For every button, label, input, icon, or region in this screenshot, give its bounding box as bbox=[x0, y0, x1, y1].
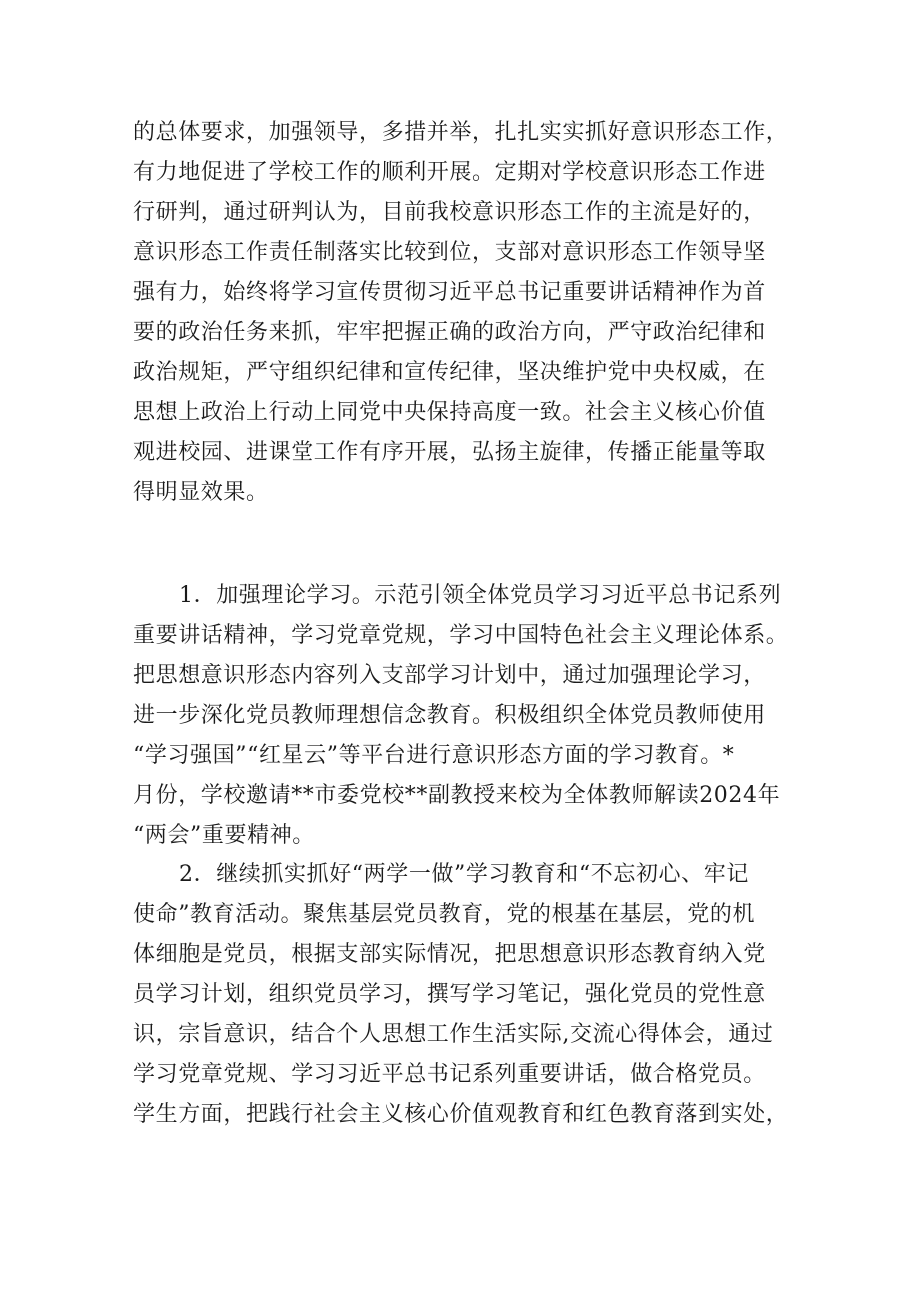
paragraph-ideology-summary bbox=[133, 113, 793, 513]
text-line: 意识形态工作责任制落实比较到位，支部对意识形态工作领导坚 bbox=[133, 240, 766, 265]
text-line: “学习强国”“红星云”等平台进行意识形态方面的学习教育。* bbox=[133, 743, 735, 768]
text-line: 学生方面，把践行社会主义核心价值观教育和红色教育落到实处， bbox=[133, 1102, 789, 1127]
text-line: 识，宗旨意识，结合个人思想工作生活实际,交流心得体会，通过 bbox=[133, 1022, 774, 1047]
text-line: 政治规矩，严守组织纪律和宣传纪律，坚决维护党中央权威，在 bbox=[133, 360, 766, 385]
text-line: 学习党章党规、学习习近平总书记系列重要讲话，做合格党员。 bbox=[133, 1062, 766, 1087]
text-line: 2．继续抓实抓好“两学一做”学习教育和“不忘初心、牢记 bbox=[179, 862, 749, 887]
text-line: 员学习计划，组织党员学习，撰写学习笔记，强化党员的党性意 bbox=[133, 982, 766, 1007]
text-line: 月份，学校邀请**市委党校**副教授来校为全体教师解读2024年 bbox=[133, 783, 781, 808]
text-line: 的总体要求，加强领导，多措并举，扎扎实实抓好意识形态工作， bbox=[133, 120, 789, 145]
paragraph-education-activities bbox=[133, 855, 793, 1135]
text-line: 使命”教育活动。聚焦基层党员教育，党的根基在基层，党的机 bbox=[133, 902, 756, 927]
text-line: 1．加强理论学习。示范引领全体党员学习习近平总书记系列 bbox=[179, 583, 782, 608]
text-line: 有力地促进了学校工作的顺利开展。定期对学校意识形态工作进 bbox=[133, 160, 766, 185]
text-line: 强有力，始终将学习宣传贯彻习近平总书记重要讲话精神作为首 bbox=[133, 280, 766, 305]
text-line: 观进校园、进课堂工作有序开展，弘扬主旋律，传播正能量等取 bbox=[133, 440, 766, 465]
text-line: 得明显效果。 bbox=[133, 480, 269, 505]
text-line: 把思想意识形态内容列入支部学习计划中，通过加强理论学习， bbox=[133, 663, 766, 688]
text-line: 重要讲话精神，学习党章党规，学习中国特色社会主义理论体系。 bbox=[133, 623, 789, 648]
text-line: 体细胞是党员，根据支部实际情况，把思想意识形态教育纳入党 bbox=[133, 942, 766, 967]
text-line: 进一步深化党员教师理想信念教育。积极组织全体党员教师使用 bbox=[133, 703, 766, 728]
text-line: 要的政治任务来抓，牢牢把握正确的政治方向，严守政治纪律和 bbox=[133, 320, 766, 345]
text-line: 思想上政治上行动上同党中央保持高度一致。社会主义核心价值 bbox=[133, 400, 766, 425]
text-line: 行研判，通过研判认为，目前我校意识形态工作的主流是好的， bbox=[133, 200, 766, 225]
paragraph-theory-study bbox=[133, 576, 793, 856]
text-line: “两会”重要精神。 bbox=[133, 823, 315, 848]
